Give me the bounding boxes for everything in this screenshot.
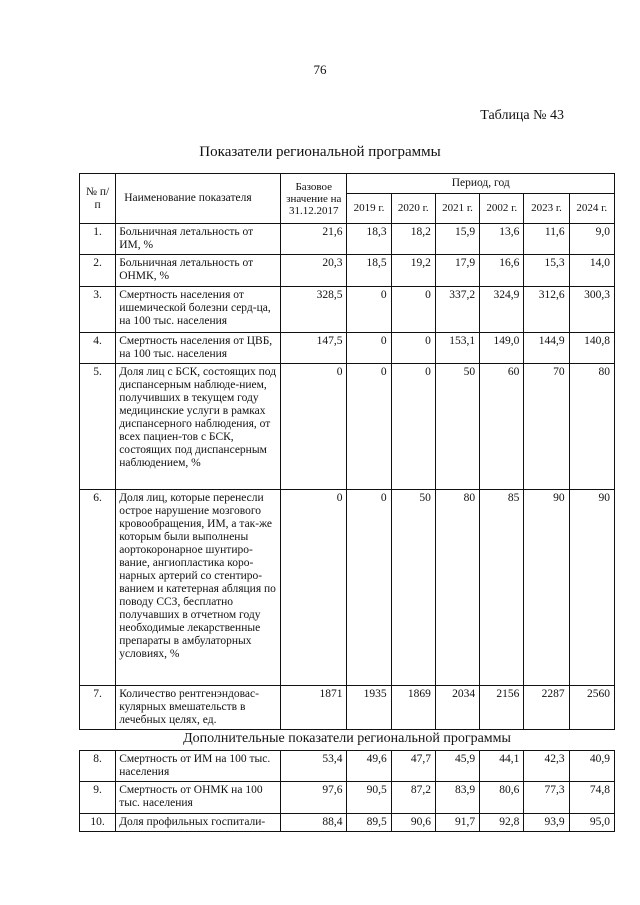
table-row <box>80 224 615 255</box>
row-year-value: 92,8 <box>480 814 524 832</box>
table-row <box>80 364 615 490</box>
row-year-value: 153,1 <box>435 333 479 364</box>
table-row <box>80 686 615 730</box>
row-year-value: 18,2 <box>391 224 435 255</box>
row-year-value: 42,3 <box>524 751 569 782</box>
row-number: 3. <box>80 287 116 333</box>
row-year-value: 0 <box>391 333 435 364</box>
row-year-value: 87,2 <box>391 782 435 814</box>
row-indicator-name: Больничная летальность от ОНМК, % <box>116 255 281 287</box>
row-year-value: 0 <box>347 287 391 333</box>
row-number: 1. <box>80 224 116 255</box>
row-year-value: 18,3 <box>347 224 391 255</box>
row-year-value: 14,0 <box>569 255 614 287</box>
row-year-value: 15,9 <box>435 224 479 255</box>
row-base-value: 147,5 <box>281 333 347 364</box>
row-number: 2. <box>80 255 116 287</box>
row-year-value: 90,5 <box>347 782 391 814</box>
row-base-value: 328,5 <box>281 287 347 333</box>
table-row <box>80 814 615 832</box>
row-year-value: 80 <box>435 490 479 686</box>
row-year-value: 93,9 <box>524 814 569 832</box>
row-year-value: 13,6 <box>480 224 524 255</box>
row-indicator-name: Доля профильных госпитали- <box>116 814 281 832</box>
row-year-value: 140,8 <box>569 333 614 364</box>
row-year-value: 0 <box>391 287 435 333</box>
row-year-value: 324,9 <box>480 287 524 333</box>
row-number: 7. <box>80 686 116 730</box>
header-period: Период, год <box>347 174 615 194</box>
row-indicator-name: Больничная летальность от ИМ, % <box>116 224 281 255</box>
header-year: 2023 г. <box>524 194 569 224</box>
row-year-value: 49,6 <box>347 751 391 782</box>
row-year-value: 90 <box>569 490 614 686</box>
table-label: Таблица № 43 <box>480 108 564 123</box>
row-year-value: 44,1 <box>480 751 524 782</box>
row-year-value: 300,3 <box>569 287 614 333</box>
row-year-value: 45,9 <box>435 751 479 782</box>
row-indicator-name: Смертность от ОНМК на 100 тыс. населения <box>116 782 281 814</box>
row-year-value: 2560 <box>569 686 614 730</box>
row-indicator-name: Доля лиц, которые перенесли острое нарушение мозгового кровообращения, ИМ, а так-же которым были выполнены аортокоронарное шунтиро-вание, ангиопластика коро-нарных артерий со стентиро-ванием и катетерная абляция по поводу ССЗ, бесплатно получавших в отчетном году необходимые лекарственные препараты в амбулаторных условиях, % <box>116 490 281 686</box>
row-indicator-name: Смертность от ИМ на 100 тыс. населения <box>116 751 281 782</box>
header-year: 2024 г. <box>569 194 614 224</box>
header-num: № п/п <box>80 174 116 224</box>
header-base-line3: 31.12.2017 <box>289 204 339 217</box>
row-number: 4. <box>80 333 116 364</box>
document-title: Показатели региональной программы <box>199 144 441 160</box>
row-indicator-name: Доля лиц с БСК, состоящих под диспансерным наблюде-нием, получивших в текущем году медицинские услуги в рамках диспансерного наблюдения, от всех пациен-тов с БСК, состоящих под диспансерным наблюдением, % <box>116 364 281 490</box>
row-year-value: 85 <box>480 490 524 686</box>
row-base-value: 97,6 <box>281 782 347 814</box>
row-year-value: 95,0 <box>569 814 614 832</box>
row-year-value: 16,6 <box>480 255 524 287</box>
row-indicator-name: Количество рентгенэндовас-кулярных вмешательств в лечебных целях, ед. <box>116 686 281 730</box>
row-year-value: 83,9 <box>435 782 479 814</box>
row-number: 6. <box>80 490 116 686</box>
row-base-value: 0 <box>281 364 347 490</box>
table-row <box>80 751 615 782</box>
indicators-table <box>79 173 615 730</box>
table-row <box>80 490 615 686</box>
row-year-value: 89,5 <box>347 814 391 832</box>
row-year-value: 80 <box>569 364 614 490</box>
header-name: Наименование показателя <box>116 174 281 224</box>
row-year-value: 60 <box>480 364 524 490</box>
row-number: 5. <box>80 364 116 490</box>
row-number: 8. <box>80 751 116 782</box>
row-base-value: 88,4 <box>281 814 347 832</box>
row-year-value: 90,6 <box>391 814 435 832</box>
row-number: 9. <box>80 782 116 814</box>
row-year-value: 0 <box>347 364 391 490</box>
row-year-value: 80,6 <box>480 782 524 814</box>
row-year-value: 0 <box>391 364 435 490</box>
header-year: 2019 г. <box>347 194 391 224</box>
row-year-value: 74,8 <box>569 782 614 814</box>
row-year-value: 9,0 <box>569 224 614 255</box>
row-year-value: 337,2 <box>435 287 479 333</box>
row-year-value: 149,0 <box>480 333 524 364</box>
row-year-value: 18,5 <box>347 255 391 287</box>
header-base-line2: значение на <box>286 192 342 205</box>
row-year-value: 2287 <box>524 686 569 730</box>
row-year-value: 2156 <box>480 686 524 730</box>
row-year-value: 0 <box>347 333 391 364</box>
row-year-value: 2034 <box>435 686 479 730</box>
row-year-value: 50 <box>435 364 479 490</box>
header-year: 2002 г. <box>480 194 524 224</box>
row-year-value: 1869 <box>391 686 435 730</box>
row-year-value: 50 <box>391 490 435 686</box>
row-year-value: 40,9 <box>569 751 614 782</box>
row-year-value: 47,7 <box>391 751 435 782</box>
row-year-value: 144,9 <box>524 333 569 364</box>
row-year-value: 312,6 <box>524 287 569 333</box>
extra-heading: Дополнительные показатели региональной программы <box>183 731 511 746</box>
table-row <box>80 782 615 814</box>
row-year-value: 77,3 <box>524 782 569 814</box>
row-base-value: 20,3 <box>281 255 347 287</box>
table-row <box>80 255 615 287</box>
row-base-value: 1871 <box>281 686 347 730</box>
row-year-value: 11,6 <box>524 224 569 255</box>
row-base-value: 21,6 <box>281 224 347 255</box>
header-year: 2020 г. <box>391 194 435 224</box>
row-base-value: 0 <box>281 490 347 686</box>
table-row <box>80 333 615 364</box>
page-number: 76 <box>313 62 327 77</box>
row-year-value: 90 <box>524 490 569 686</box>
row-year-value: 17,9 <box>435 255 479 287</box>
header-year: 2021 г. <box>435 194 479 224</box>
row-year-value: 70 <box>524 364 569 490</box>
header-base <box>281 174 347 224</box>
row-number: 10. <box>80 814 116 832</box>
row-year-value: 19,2 <box>391 255 435 287</box>
extra-indicators-table <box>79 750 615 832</box>
row-year-value: 0 <box>347 490 391 686</box>
row-year-value: 1935 <box>347 686 391 730</box>
row-base-value: 53,4 <box>281 751 347 782</box>
row-indicator-name: Смертность населения от ЦВБ, на 100 тыс. населения <box>116 333 281 364</box>
header-base-line1: Базовое <box>295 180 333 193</box>
table-row <box>80 287 615 333</box>
row-year-value: 15,3 <box>524 255 569 287</box>
row-year-value: 91,7 <box>435 814 479 832</box>
row-indicator-name: Смертность населения от ишемической болезни серд-ца, на 100 тыс. населения <box>116 287 281 333</box>
